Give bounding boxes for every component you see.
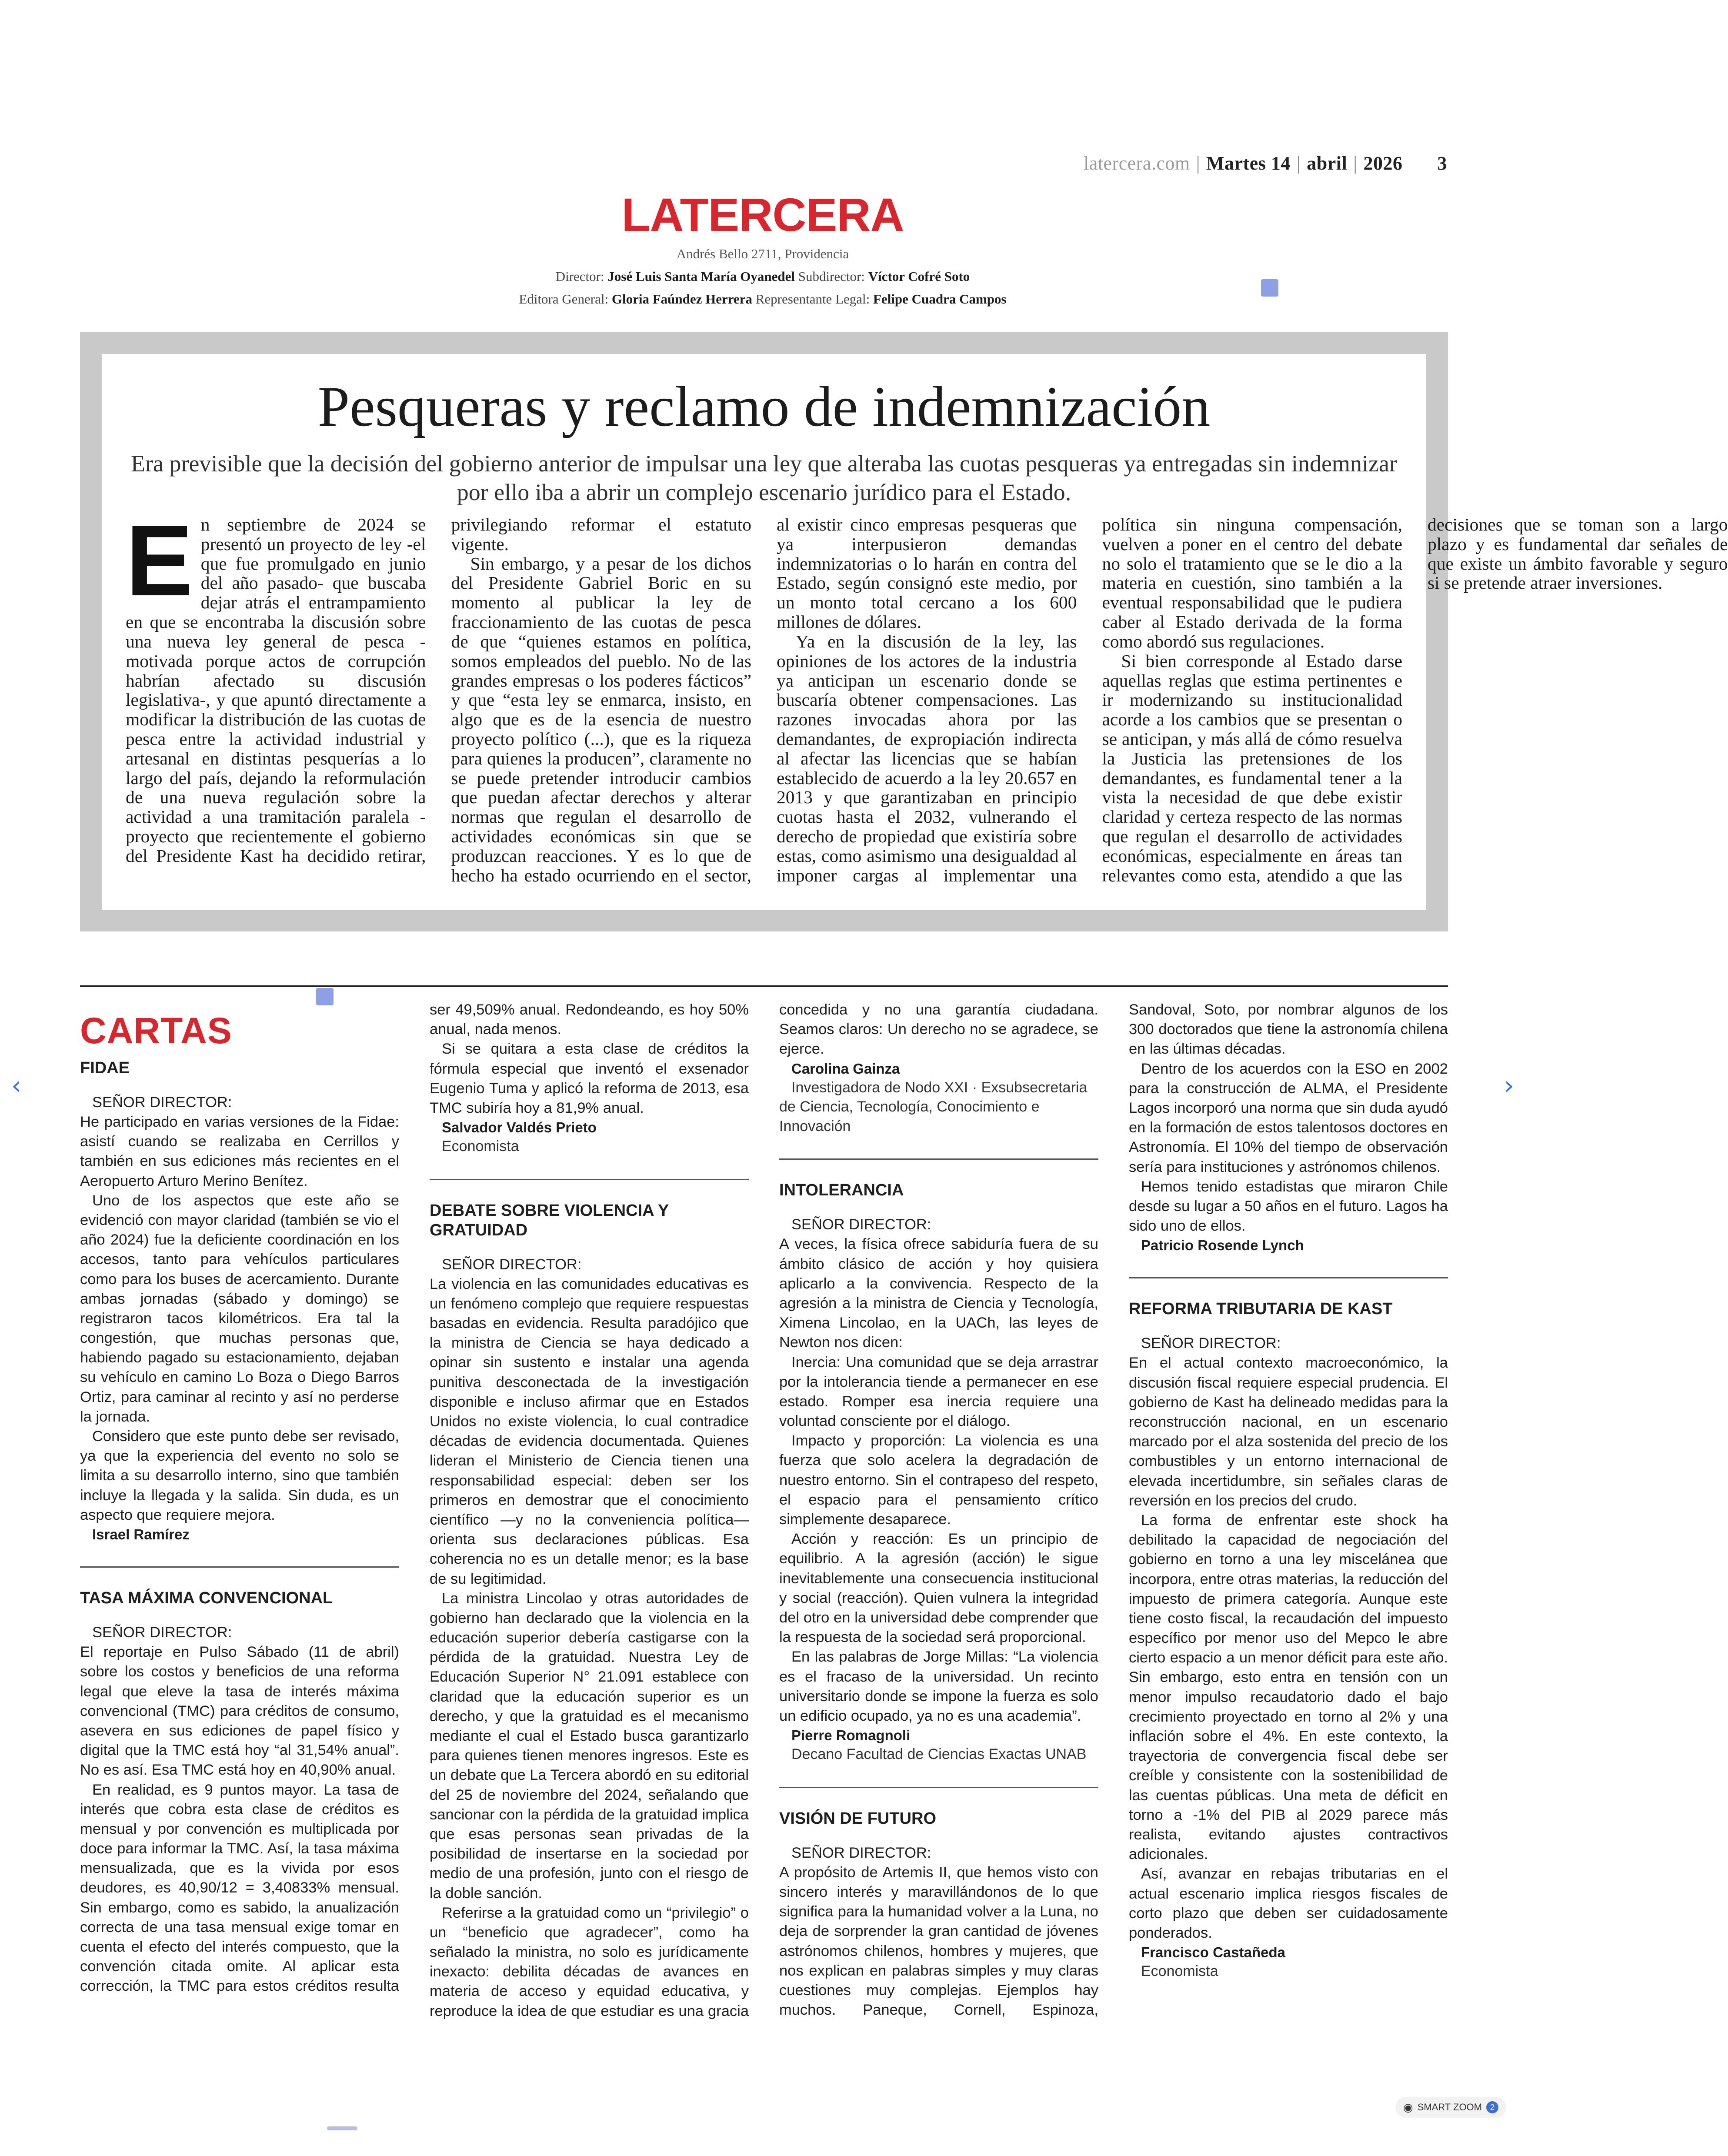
- letter-salutation: SEÑOR DIRECTOR:: [1141, 1335, 1281, 1352]
- letter-signature: Patricio Rosende Lynch: [1141, 1237, 1304, 1254]
- letter-salutation: SEÑOR DIRECTOR:: [791, 1844, 931, 1861]
- letter-signature: Israel Ramírez: [92, 1526, 190, 1542]
- letter-paragraph: El reportaje en Pulso Sábado (11 de abril) sobre los costos y beneficios de una reforma legal que eleve la tasa de interés máxima convencional (TMC) para créditos de consumo, asevera en sus ediciones de papel físico y digital que la TMC está hoy “al 31,54% anual”. No es así. Esa TMC está hoy en 40,90% anual.: [80, 1644, 399, 1779]
- letter-paragraph: La violencia en las comunidades educativas es un fenómeno complejo que requiere respuestas basadas en evidencia. Resulta paradójico que la ministra de Ciencia se haya dedicado a opinar sin sustento e instalar una agenda punitiva desconectada de la investigación disponible e incluso afirmar que en Estados Unidos no existe violencia, lo cual contradice décadas de evidencia documentada. Quienes lideran el Ministerio de Ciencia tienen una responsabilidad especial: deben ser los primeros en demostrar que el conocimiento científico —y no la conveniencia política— orienta sus declaraciones públicas. Esa coherencia no es un detalle menor; es la base de su legitimidad.: [430, 1275, 749, 1587]
- page-scrollbar[interactable]: [327, 2126, 357, 2130]
- cartas-title: CARTAS: [80, 1010, 232, 1051]
- header-date: Martes 14: [1206, 153, 1291, 174]
- letter-heading: DEBATE SOBRE VIOLENCIA Y GRATUIDAD: [430, 1201, 669, 1239]
- editora-name: Gloria Faúndez Herrera: [611, 291, 752, 307]
- letter-paragraph: En realidad, es 9 puntos mayor. La tasa de interés que cobra esta clase de créditos es mensual y por convención es multiplicada por doce para informar la TMC. Así, la tasa máxima mensualizada, que es la vivida por esos deudores, es 40,90/12 = 3,40833% mensual. Sin embargo, como es sabido, la anualización correcta de una tasa mensual exige tomar en cuenta el efecto del interés compuesto, que la convención citada omite. Al aplicar esta corrección, la TMC para estos créditos resulta ser 49,509% anual. Redondeando, es hoy 50% anual, nada menos.: [80, 1001, 749, 1995]
- letter-paragraph: La ministra Lincolao y otras autoridades de gobierno han declarado que la violencia en la educación superior debería castigarse con la pérdida de la gratuidad. Nuestra Ley de Educación Superior N° 21.091 establece con claridad que la educación superior es un derecho, y que la gratuidad es el mecanismo mediante el cual el Estado busca garantizarlo para quienes tienen menores ingresos. Este es un debate que La Tercera abordó en su editorial del 25 de noviembre del 2024, señalando que sancionar con la pérdida de la gratuidad implica que esas personas sean privadas de la posibilidad de insertarse en la sociedad por medio de una profesión, junto con el riesgo de la doble sanción.: [430, 1590, 749, 1902]
- page-number: 3: [1437, 153, 1447, 174]
- letter-signer-role: Economista: [442, 1138, 519, 1155]
- previous-page-chevron-icon[interactable]: ‹: [11, 1071, 22, 1100]
- newspaper-logo: LATERCERA: [621, 188, 904, 241]
- letter-salutation: SEÑOR DIRECTOR:: [442, 1256, 582, 1273]
- letter-paragraph: Hemos tenido estadistas que miraron Chile desde su lugar a 50 años en el futuro. Lagos ha sido uno de ellos.: [1129, 1178, 1448, 1235]
- letter-paragraph: Referirse a la gratuidad como un “privilegio” o un “beneficio que agradecer”, como ha señalado la ministra, no solo es jurídicamente inexacto: debilita décadas de avances en materia de acceso y equidad educativa, y reproduce la idea de que estudiar es una gracia concedida y no una garantía ciudadana. Seamos claros: Un derecho no se agradece, se ejerce.: [430, 1001, 1098, 2019]
- letter-heading: INTOLERANCIA: [779, 1181, 904, 1200]
- editorial-paragraph: Sin embargo, y a pesar de los dichos del Presidente Gabriel Boric en su momento al publicar la ley de fraccionamiento de las cuotas de pesca de que “quienes estamos en política, somos empleados del pueblo. No de las grandes empresas o los poderes fácticos” y que “esta ley se enmarca, insisto, en algo que es de la esencia de nuestro proyecto político (...), que es la riqueza para quienes la producen”, claramente no se puede pretender introducir cambios que puedan afectar derechos y alterar normas que regulan el desarrollo de actividades económicas sin que se produzcan reacciones. Y es lo que de hecho ha estado ocurriendo en el sector, al existir cinco empresas pesqueras que ya interpusieron demandas indemnizatorias o lo harán en contra del Estado, según consignó este medio, por un monto total cercano a los 600 millones de dólares.: [451, 514, 1077, 885]
- page-header: latercera.com | Martes 14 | abril | 2026 3: [1084, 153, 1447, 174]
- letter-signer-role: Decano Facultad de Ciencias Exactas UNAB: [791, 1746, 1087, 1763]
- editorial-paragraph: Ya en la discusión de la ley, las opiniones de los actores de la industria ya anticipan un escenario donde se buscaría obtener compensaciones. Las razones invocadas ahora por las demandantes, de expropiación indirecta al afectar las licencias que se habían establecido de acuerdo a la ley 20.657 en 2013 y que garantizaban en principio cuotas hasta el 2032, vulnerando el derecho de propiedad que existiría sobre estas, como asimismo una desigualdad al imponer cargas al implementar una política sin ninguna compensación, vuelven a poner en el centro del debate no solo el tratamiento que se le dio a la materia en cuestión, sino también a la eventual responsabilidad que le pudiera caber al Estado derivada de la forma como abordó sus regulaciones.: [777, 514, 1402, 885]
- letter-paragraph: Acción y reacción: Es un principio de equilibrio. A la agresión (acción) le sigue inevitablemente una consecuencia institucional y social (reacción). Quien vulnera la integridad del otro en la universidad debe comprender que la respuesta de la sociedad será proporcional.: [779, 1531, 1098, 1646]
- letter-divider: [430, 1179, 749, 1180]
- letter-signer-role: Economista: [1141, 1963, 1218, 1980]
- letter-heading: FIDAE: [80, 1059, 130, 1077]
- eye-icon: ◉: [1403, 2100, 1413, 2114]
- letter-heading: VISIÓN DE FUTURO: [779, 1809, 937, 1828]
- letter-divider: [1129, 1277, 1448, 1278]
- editorial-panel: [102, 354, 1728, 910]
- letter-signature: Carolina Gainza: [791, 1060, 900, 1077]
- letter-paragraph: Inercia: Una comunidad que se deja arrastrar por la intolerancia tiende a permanecer en ese estado. Romper esa inercia requiere una voluntad consciente por el diálogo.: [779, 1354, 1098, 1430]
- letter-heading: REFORMA TRIBUTARIA DE KAST: [1129, 1300, 1393, 1318]
- letter-paragraph: Dentro de los acuerdos con la ESO en 2002 para la construcción de ALMA, el Presidente Lagos incorporó una norma que sin duda ayudó en la formación de estos talentosos doctores en Astronomía. El 10% del tiempo de observación sería para instituciones y astrónomos chilenos.: [1129, 1060, 1448, 1175]
- smart-zoom-button[interactable]: [1395, 2097, 1506, 2118]
- letter-paragraph: Impacto y proporción: La violencia es una fuerza que solo acelera la degradación de nuestro entorno. Sin el contrapeso del respeto, el espacio para el pensamiento crítico simplemente desaparece.: [779, 1432, 1098, 1528]
- masthead-staff-line-2: Editora General: Gloria Faúndez Herrera Representante Legal: Felipe Cuadra Campos: [519, 291, 1007, 307]
- letter-paragraph: Si se quitara a esta clase de créditos la fórmula especial que inventó el exsenador Eugenio Tuma y aplicó la reforma de 2013, esa TMC subiría hoy a 81,9% anual.: [430, 1041, 749, 1116]
- editorial-paragraph: Si bien corresponde al Estado darse aquellas reglas que estima pertinentes e ir modernizando su institucionalidad acorde a los cambios que se presentan o se anticipan, y más allá de cómo resuelva la Justicia las pretensiones de los demandantes, es fundamental tener a la vista la necesidad de que debe existir claridad y certeza respecto de las normas que regulan el desarrollo de actividades económicas, especialmente en áreas tan relevantes como esta, atendido a que las decisiones que se toman son a largo plazo y es fundamental dar señales de que existe un ámbito favorable y seguro si se pretende atraer inversiones.: [1102, 514, 1728, 885]
- editorial-body: [126, 504, 1728, 889]
- masthead: [0, 188, 1525, 307]
- letter-paragraph: Uno de los aspectos que este año se evidenció con mayor claridad (también se vio el año 2024) fue la deficiente coordinación en los accesos, tanto para vehículos particulares como para los buses de acercamiento. Durante ambas jornadas (sábado y domingo) se registraron tacos kilométricos. Era tal la congestión, que muchas personas que, habiendo pagado su estacionamiento, dejaban su vehículo en camino Lo Boza o Diego Barros Ortiz, para caminar al recinto y así no perderse la jornada.: [80, 1192, 399, 1425]
- drop-cap: E: [126, 504, 193, 617]
- letter-paragraph: A veces, la física ofrece sabiduría fuera de su ámbito clásico de acción y hoy quisiera aplicarlo a la convivencia. Respecto de la agresión a la ministra de Ciencia y Tecnología, Ximena Lincolao, en la UACh, las leyes de Newton nos dicen:: [779, 1236, 1098, 1351]
- letter-paragraph: En el actual contexto macroeconómico, la discusión fiscal requiere especial prudencia. El gobierno de Kast ha delineado medidas para la reconstrucción nacional, en un escenario marcado por el alza sostenida del precio de los combustibles y un entorno internacional de elevada incertidumbre, sin señales claras de reversión en los precios del crudo.: [1129, 1355, 1448, 1509]
- letter-signature: Pierre Romagnoli: [791, 1727, 911, 1744]
- header-year: 2026: [1363, 153, 1403, 174]
- letter-divider: [779, 1787, 1098, 1788]
- editorial-box: [80, 332, 1728, 931]
- letter-paragraph: Así, avanzar en rebajas tributarias en el actual escenario implica riesgos fiscales de corto plazo que deben ser cuidadosamente ponderados.: [1129, 1866, 1448, 1941]
- subdirector-name: Víctor Cofré Soto: [868, 269, 970, 284]
- letter-salutation: SEÑOR DIRECTOR:: [791, 1216, 931, 1233]
- next-page-chevron-icon[interactable]: ›: [1504, 1071, 1514, 1100]
- letter-salutation: SEÑOR DIRECTOR:: [92, 1624, 232, 1641]
- letter-paragraph: A propósito de Artemis II, que hemos visto con sincero interés y maravillándonos de lo que significa para la humanidad volver a la Luna, no deja de sorprender la gran cantidad de jóvenes astrónomos chilenos, hombres y mujeres, que nos explican en palabras simples y muy claras cuestiones muy complejas. Ejemplos hay muchos. Paneque, Cornell, Espinoza, Sandoval, Soto, por nombrar algunos de los 300 doctorados que tiene la astronomía chilena en las últimas décadas.: [779, 1001, 1448, 2019]
- letter-signature: Francisco Castañeda: [1141, 1944, 1285, 1961]
- director-name: José Luis Santa María Oyanedel: [607, 269, 795, 284]
- letter-divider: [779, 1158, 1098, 1160]
- letter-heading: TASA MÁXIMA CONVENCIONAL: [80, 1589, 333, 1608]
- masthead-staff-line-1: Director: José Luis Santa María Oyanedel Subdirector: Víctor Cofré Soto: [555, 269, 970, 284]
- letter-paragraph: En las palabras de Jorge Millas: “La violencia es el fracaso de la universidad. Un recinto universitario donde se impone la fuerza es solo un edificio ocupado, ya no es una academia”.: [779, 1649, 1098, 1724]
- cartas-section: [80, 1000, 1448, 2035]
- editorial-paragraph: En septiembre de 2024 se presentó un proyecto de ley -el que fue promulgado en junio del año pasado- que buscaba dejar atrás el entrampamiento en que se encontraba la discusión sobre una nueva ley general de pesca -motivada porque actos de corrupción habrían afectado su discusión legislativa-, y que apuntó directamente a modificar la distribución de las cuotas de pesca entre la actividad industrial y artesanal en distintas pesquerías a lo largo del país, dejando la reformulación de una nueva regulación sobre la actividad a una tramitación paralela -proyecto que recientemente el gobierno del Presidente Kast ha decidido retirar, privilegiando reformar el estatuto vigente.: [126, 504, 751, 866]
- letter-signer-role: Investigadora de Nodo XXI · Exsubsecretaria de Ciencia, Tecnología, Conocimiento e Innovación: [779, 1079, 1088, 1135]
- letter-salutation: SEÑOR DIRECTOR:: [92, 1094, 232, 1111]
- editorial-title: Pesqueras y reclamo de indemnización: [317, 374, 1211, 438]
- section-divider: [80, 985, 1448, 987]
- letter-signature: Salvador Valdés Prieto: [442, 1119, 597, 1136]
- edit-marker-icon[interactable]: [1261, 279, 1278, 297]
- site-url[interactable]: latercera.com: [1084, 153, 1190, 174]
- header-month: abril: [1307, 153, 1348, 174]
- letter-paragraph: He participado en varias versiones de la Fidae: asistí cuando se realizaba en Cerrillos y también en sus ediciones más recientes en el Aeropuerto Arturo Merino Benítez.: [80, 1114, 399, 1189]
- smart-zoom-count: 2: [1486, 2101, 1498, 2113]
- letter-paragraph: La forma de enfrentar este shock ha debilitado la capacidad de negociación del gobierno en torno a una ley miscelánea que incorpora, entre otras materias, la reducción del impuesto de primera categoría. Aunque este tiene costo fiscal, la recaudación del impuesto específico por menor uso del Mepco le abre cierto espacio a un menor déficit para este año. Sin embargo, esto entra en tensión con un menor impulso recaudatorio dado el bajo crecimiento proyectado en torno al 2% y una inflación sobre el 4%. En este contexto, la trayectoria de convergencia fiscal debe ser creíble y consistente con la sostenibilidad de las cuentas públicas. Una meta de déficit en torno a -1% del PIB al 2029 parece más realista, evitando ajustes contractivos adicionales.: [1129, 1512, 1448, 1863]
- smart-zoom-label: SMART ZOOM: [1417, 2102, 1482, 2113]
- letter-divider: [80, 1566, 399, 1568]
- legal-rep-name: Felipe Cuadra Campos: [873, 291, 1007, 307]
- editorial-subtitle: Era previsible que la decisión del gobierno anterior de impulsar una ley que alteraba las cuotas pesqueras ya entregadas sin indemnizar por ello iba a abrir un complejo escenario jurídico para el Estado.: [131, 451, 1397, 505]
- letter-paragraph: Considero que este punto debe ser revisado, ya que la experiencia del evento no solo se limita a su desarrollo interno, sino que también incluye la llegada y la salida. Sin duda, es un aspecto que requiere mejora.: [80, 1428, 399, 1523]
- masthead-address: Andrés Bello 2711, Providencia: [676, 246, 849, 261]
